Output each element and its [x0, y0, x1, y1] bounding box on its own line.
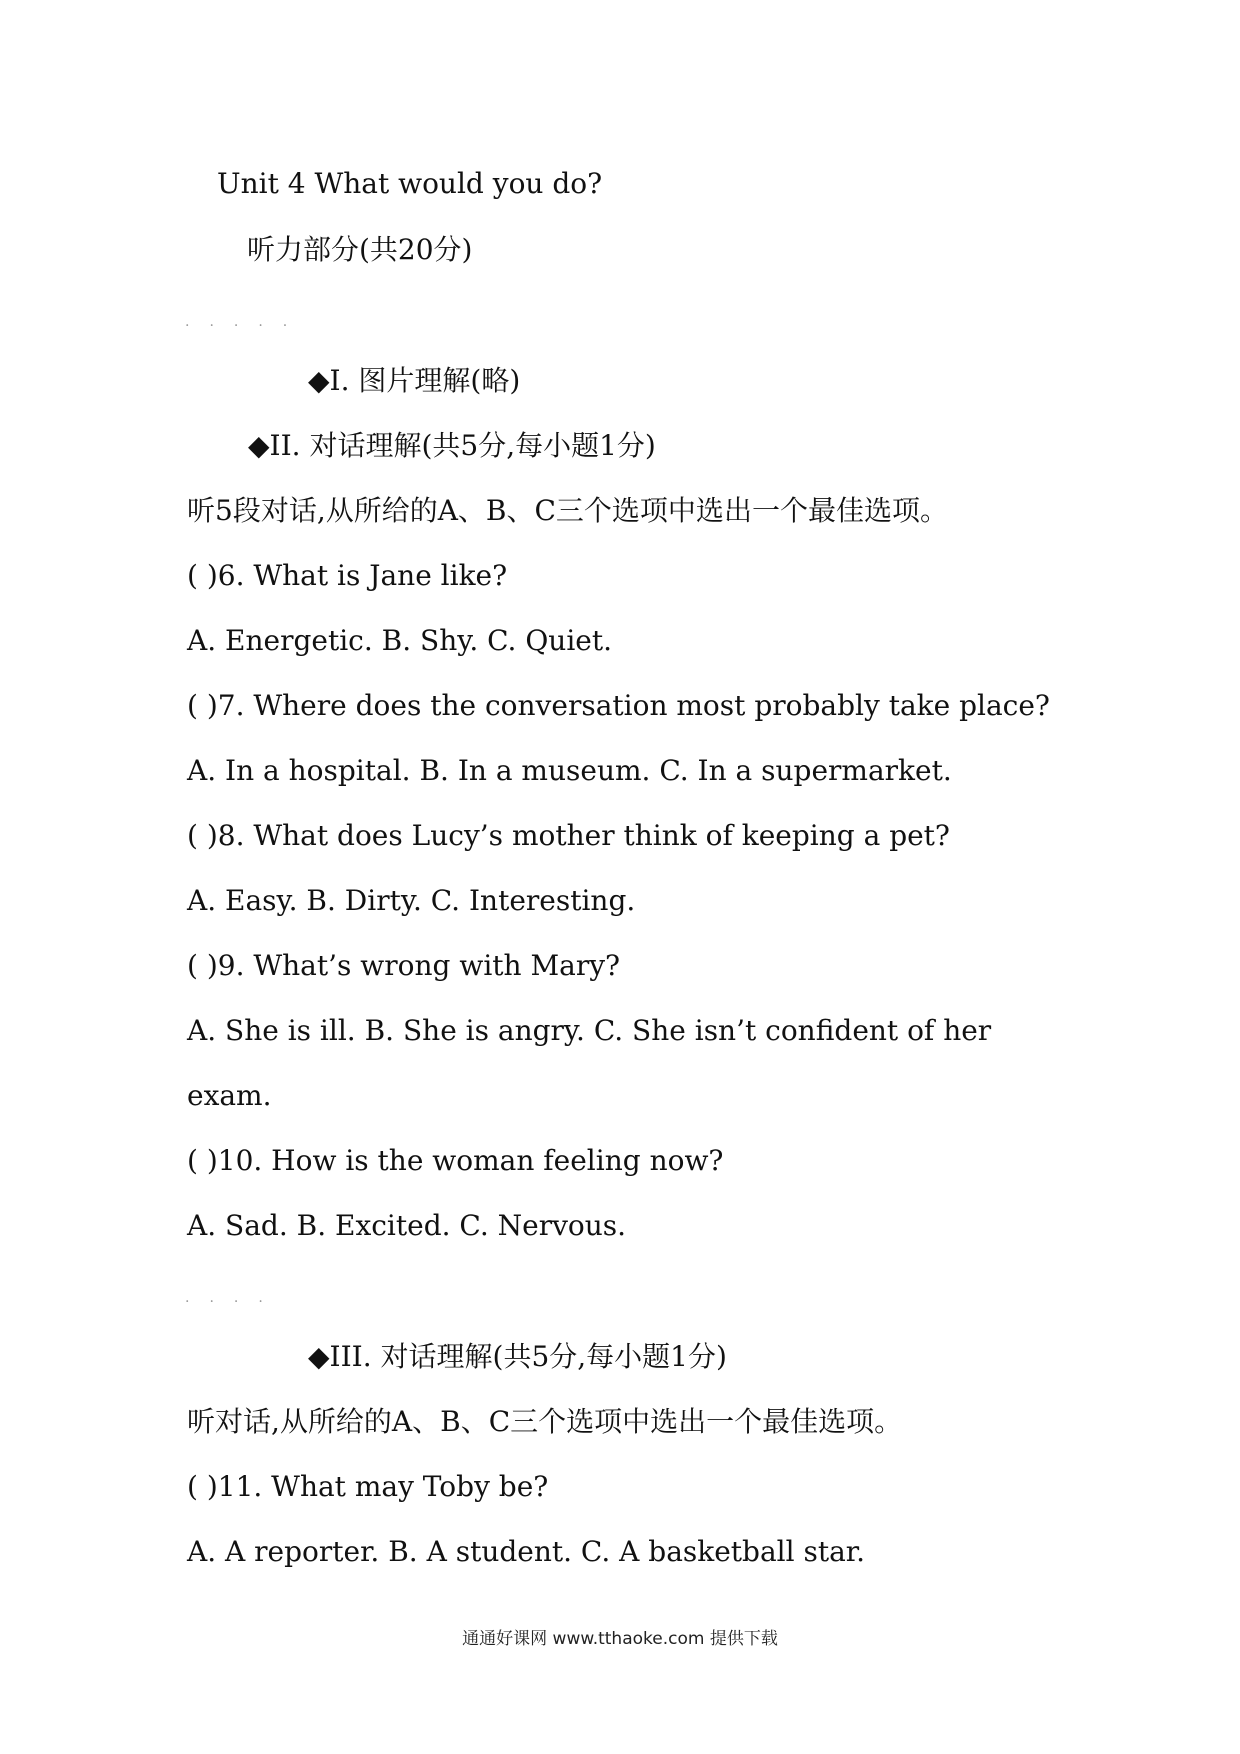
decorative-dots: .....	[185, 314, 308, 330]
question-11: ( )11. What may Toby be?	[187, 1470, 549, 1503]
question-9: ( )9. What’s wrong with Mary?	[187, 949, 621, 982]
question-7: ( )7. Where does the conversation most probably take place?	[187, 689, 1050, 722]
listening-header: 听力部分(共20分)	[247, 233, 473, 266]
section2-heading: ◆II. 对话理解(共5分,每小题1分)	[248, 429, 656, 462]
answer-7: A. In a hospital. B. In a museum. C. In a supermarket.	[187, 754, 952, 787]
section2-instruction: 听5段对话,从所给的A、B、C三个选项中选出一个最佳选项。	[187, 494, 948, 527]
page-footer: 通通好课网 www.tthaoke.com 提供下载	[462, 1629, 778, 1649]
answer-10: A. Sad. B. Excited. C. Nervous.	[187, 1209, 627, 1242]
section3-heading: ◆III. 对话理解(共5分,每小题1分)	[308, 1340, 727, 1373]
answer-9: A. She is ill. B. She is angry. C. She isn’t confident of her	[187, 1014, 992, 1047]
question-6: ( )6. What is Jane like?	[187, 559, 508, 592]
answer-8: A. Easy. B. Dirty. C. Interesting.	[187, 884, 636, 917]
decorative-dots: ....	[185, 1290, 283, 1306]
answer-11: A. A reporter. B. A student. C. A basketball star.	[187, 1535, 866, 1568]
answer-6: A. Energetic. B. Shy. C. Quiet.	[187, 624, 613, 657]
section3-instruction: 听对话,从所给的A、B、C三个选项中选出一个最佳选项。	[187, 1405, 903, 1438]
document-title: Unit 4 What would you do?	[217, 167, 603, 200]
question-8: ( )8. What does Lucy’s mother think of keeping a pet?	[187, 819, 950, 852]
answer-9-continued: exam.	[187, 1079, 272, 1112]
question-10: ( )10. How is the woman feeling now?	[187, 1144, 724, 1177]
section1-heading: ◆I. 图片理解(略)	[308, 364, 521, 397]
